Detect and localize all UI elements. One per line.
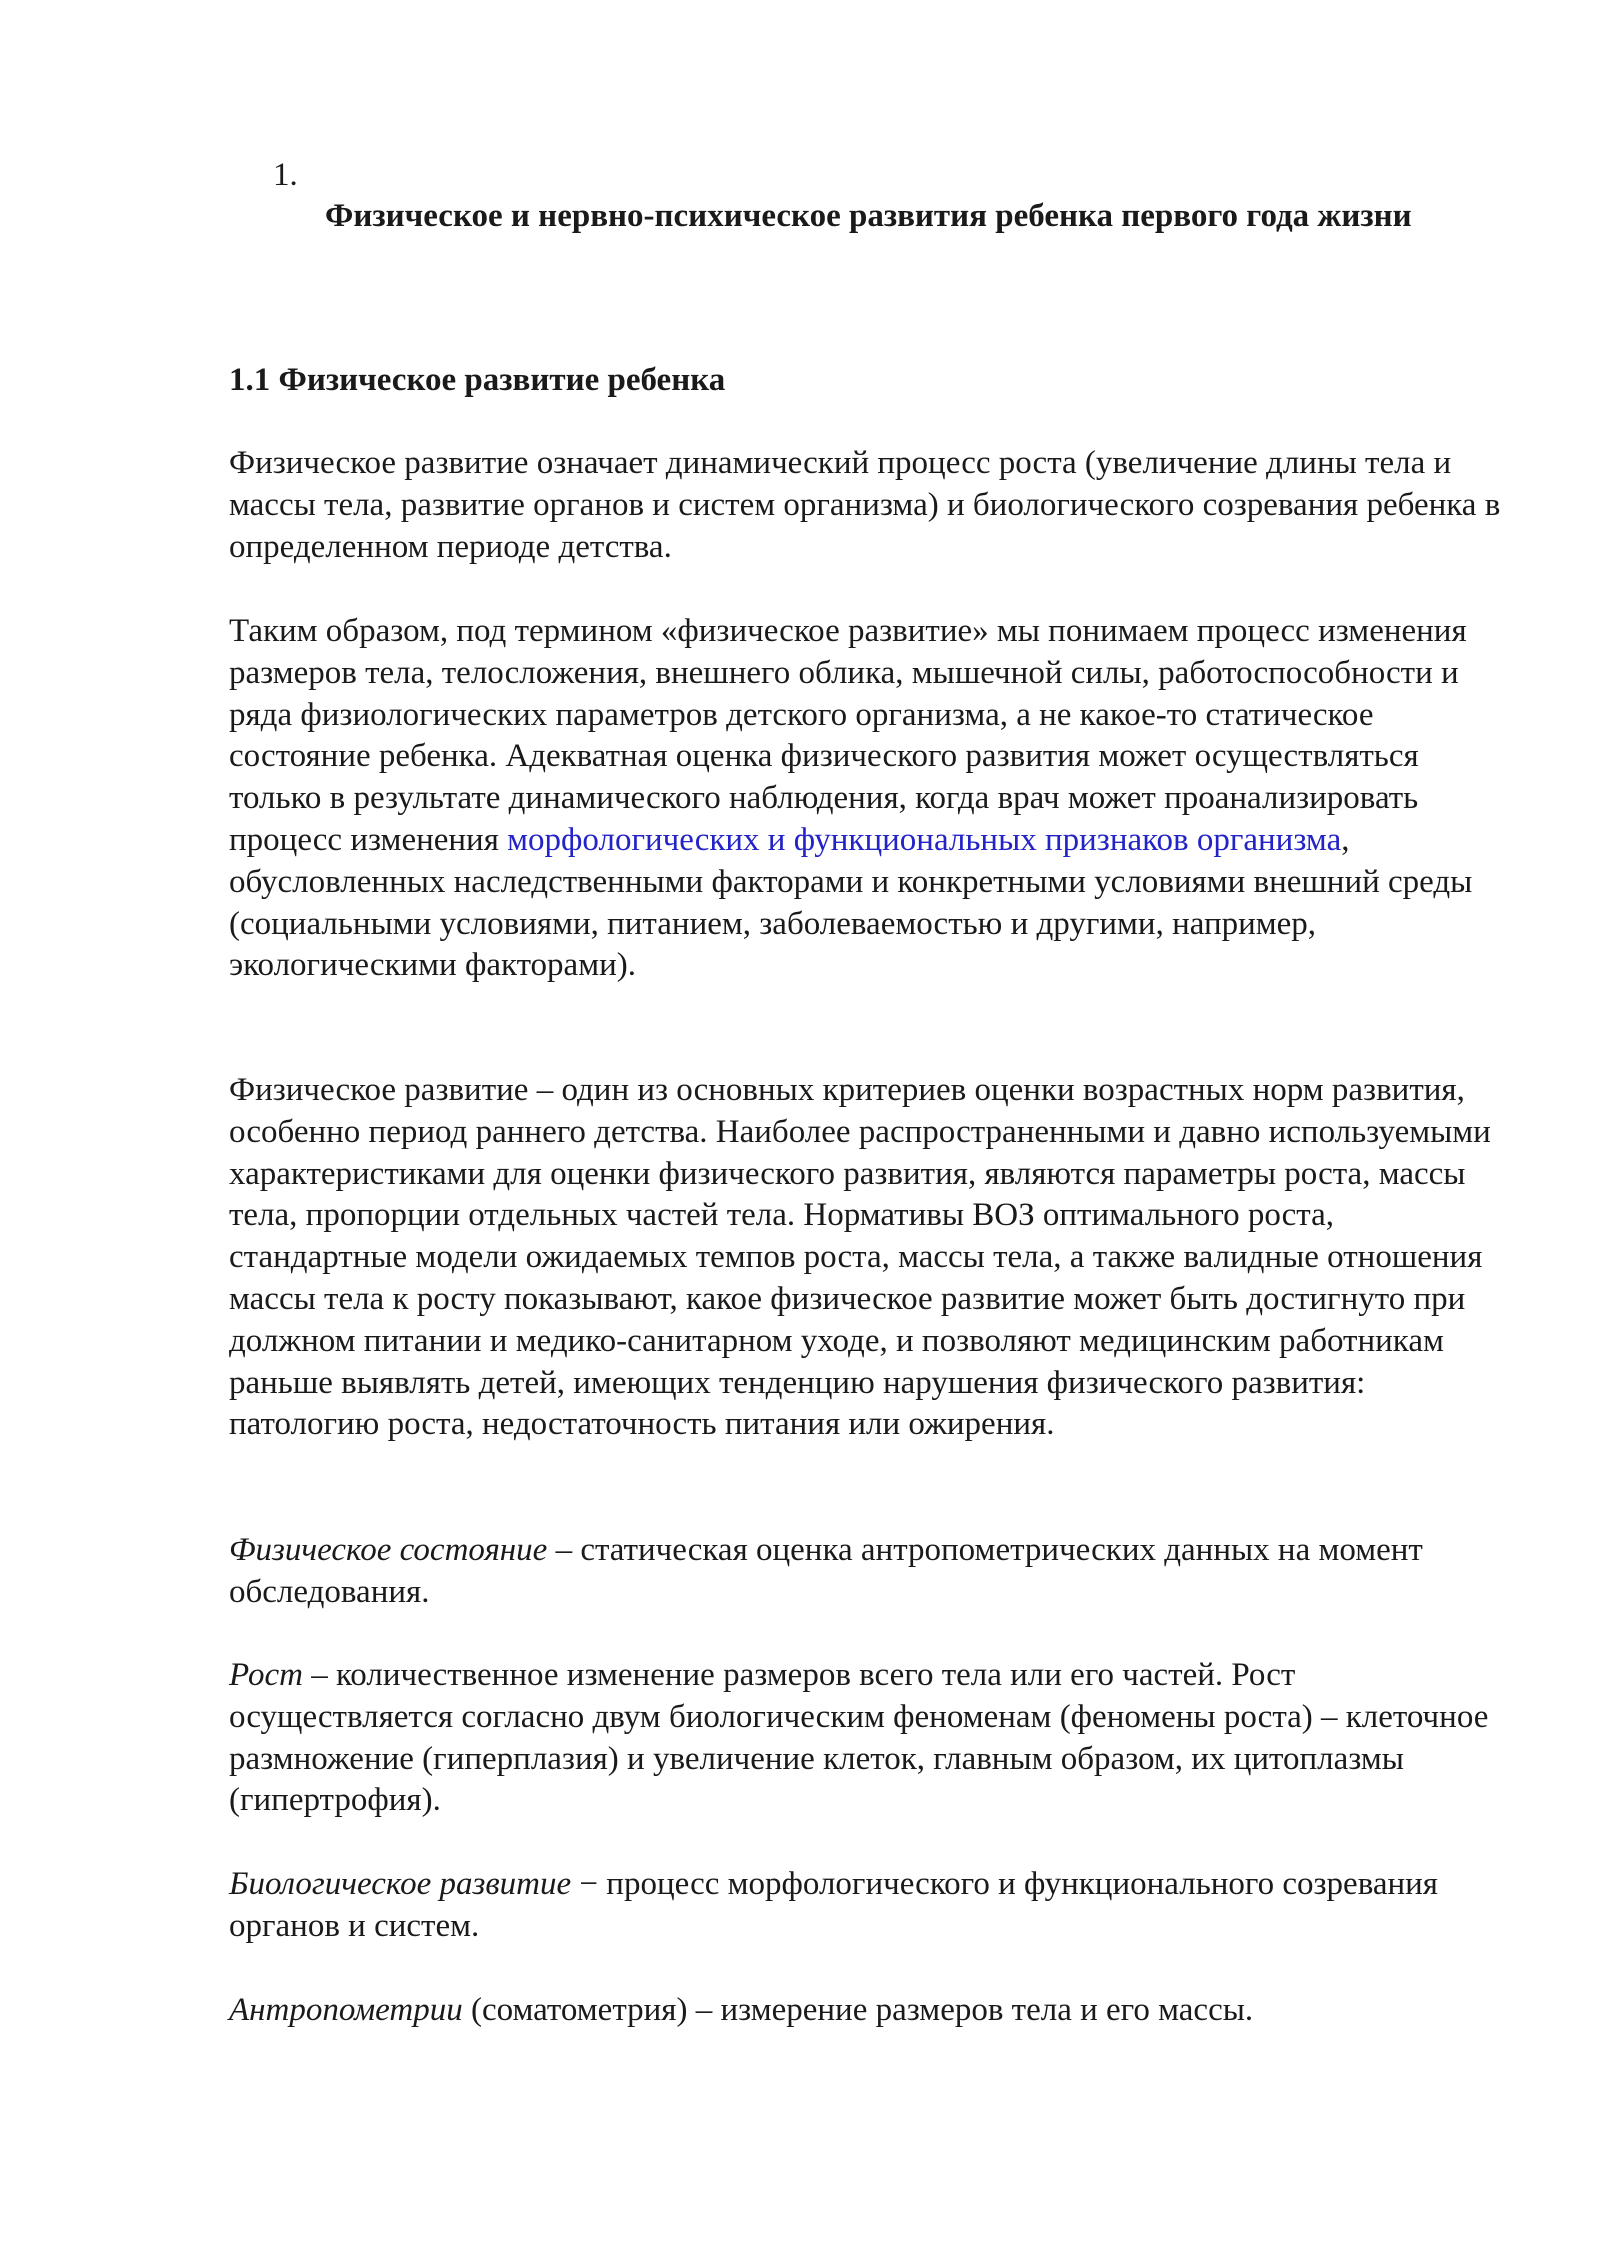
- section-heading: 1.1 Физическое развитие ребенка: [229, 362, 726, 398]
- term-physical-state: Физическое состояние: [229, 1532, 548, 1568]
- paragraph-growth: [229, 1655, 1519, 1822]
- paragraph-physical-development-term: [229, 611, 1519, 987]
- definition-text: – статическая оценка антропометрических данных на момент обследования.: [229, 1532, 1423, 1610]
- definition-text: (соматометрия) – измерение размеров тела и его массы.: [462, 1992, 1254, 2028]
- paragraph-biological-development: [229, 1864, 1519, 1948]
- paragraph-text: , обусловленных наследственными факторами и конкретными условиями внешний среды (социальными условиями, питанием, заболеваемостью и другими, например, экологическими факторами).: [229, 821, 1473, 984]
- morphological-signs-link[interactable]: морфологических и функциональных признаков организма: [507, 821, 1342, 858]
- paragraph-anthropometry: [229, 1990, 1519, 2032]
- definition-text: – количественное изменение размеров всего тела или его частей. Рост осуществляется согласно двум биологическим феноменам (феномены роста) – клеточное размножение (гиперплазия) и увеличение клеток, главным образом, их цитоплазмы (гипертрофия).: [229, 1657, 1489, 1819]
- term-growth: Рост: [229, 1657, 303, 1693]
- paragraph-evaluation-criteria: Физическое развитие – один из основных критериев оценки возрастных норм развития, особенно период раннего детства. Наиболее распространенными и давно используемыми характеристиками для оценки физического развития, являются параметры роста, массы тела, пропорции отдельных частей тела. Нормативы ВОЗ оптимального роста, стандартные модели ожидаемых темпов роста, массы тела, а также валидные отношения массы тела к росту показывают, какое физическое развитие может быть достигнуто при должном питании и медико-санитарном уходе, и позволяют медицинским работникам раньше выявлять детей, имеющих тенденцию нарушения физического развития: патологию роста, недостаточность питания или ожирения.: [229, 1072, 1491, 1443]
- term-anthropometry: Антропометрии: [229, 1992, 463, 2028]
- definition-text: − процесс морфологического и функционального созревания органов и систем.: [229, 1866, 1438, 1944]
- chapter-number: 1.: [273, 157, 298, 193]
- paragraph-physical-development-definition: Физическое развитие означает динамический процесс роста (увеличение длины тела и массы тела, развитие органов и систем организма) и биологического созревания ребенка в определенном периоде детства.: [229, 445, 1501, 565]
- chapter-title: Физическое и нервно-психическое развития ребенка первого года жизни: [325, 198, 1412, 234]
- paragraph-text: Таким образом, под термином «физическое развитие» мы понимаем процесс изменения размеров тела, телосложения, внешнего облика, мышечной силы, работоспособности и ряда физиологических параметров детского организма, а не какое-то статическое состояние ребенка. Адекватная оценка физического развития может осуществляться только в результате динамического наблюдения, когда врач может проанализировать процесс изменения: [229, 613, 1467, 858]
- paragraph-physical-state: [229, 1530, 1519, 1614]
- term-biological-development: Биологическое развитие: [229, 1866, 572, 1902]
